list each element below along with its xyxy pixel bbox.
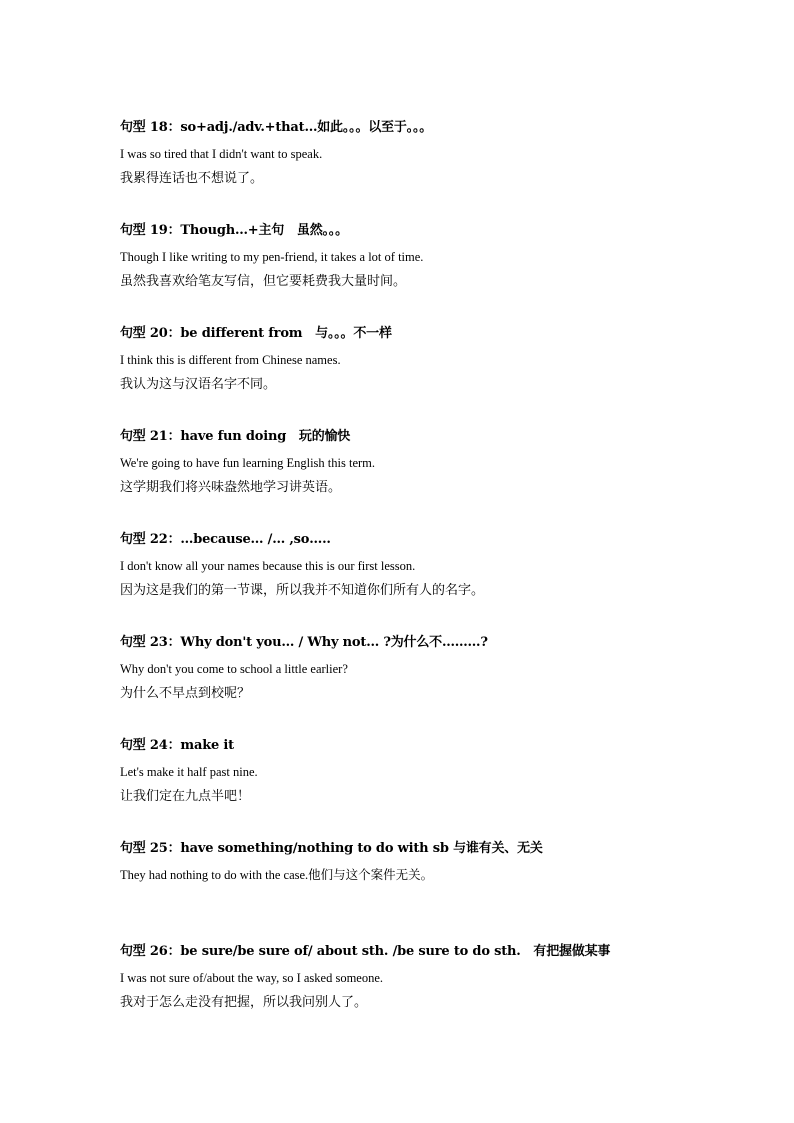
pattern-heading: 句型 20：be different from 与。。。不一样 <box>120 326 392 341</box>
english-example: They had nothing to do with the case.他们与这个案件无关。 <box>120 868 434 882</box>
sentence-pattern-22 <box>120 530 760 633</box>
english-example: Why don't you come to school a little earlier? <box>120 662 348 676</box>
sentence-pattern-23 <box>120 633 760 736</box>
pattern-heading: 句型 24：make it <box>120 738 234 753</box>
sentence-pattern-21 <box>120 427 760 530</box>
english-example: I was not sure of/about the way, so I asked someone. <box>120 971 384 985</box>
sentence-pattern-19 <box>120 221 760 324</box>
sentence-pattern-25 <box>120 839 760 942</box>
chinese-translation: 虽然我喜欢给笔友写信，但它要耗费我大量时间。 <box>120 274 407 289</box>
english-example: We're going to have fun learning English this term. <box>120 456 376 470</box>
chinese-translation: 我累得连话也不想说了。 <box>120 171 264 186</box>
pattern-heading: 句型 18：so+adj./adv.+that…如此。。。以至于。。。 <box>120 120 433 135</box>
chinese-translation: 为什么不早点到校呢？ <box>120 686 251 701</box>
pattern-heading: 句型 23：Why don't you… / Why not… ?为什么不………? <box>120 635 488 650</box>
pattern-heading: 句型 26：be sure/be sure of/ about sth. /be sure to do sth. 有把握做某事 <box>120 944 611 959</box>
chinese-translation: 因为这是我们的第一节课，所以我并不知道你们所有人的名字。 <box>120 583 485 598</box>
english-example: I don't know all your names because this is our first lesson. <box>120 559 416 573</box>
sentence-pattern-20 <box>120 324 760 427</box>
sentence-pattern-18 <box>120 118 760 221</box>
chinese-translation: 这学期我们将兴味盎然地学习讲英语。 <box>120 480 342 495</box>
chinese-translation: 我对于怎么走没有把握，所以我问别人了。 <box>120 995 368 1010</box>
english-example: I think this is different from Chinese names. <box>120 353 341 367</box>
pattern-heading: 句型 25：have something/nothing to do with sb 与谁有关、无关 <box>120 841 543 856</box>
pattern-heading: 句型 21：have fun doing 玩的愉快 <box>120 429 351 444</box>
pattern-heading: 句型 19：Though…+主句 虽然。。。 <box>120 223 348 238</box>
english-example: Let's make it half past nine. <box>120 765 258 779</box>
english-example: Though I like writing to my pen-friend, it takes a lot of time. <box>120 250 424 264</box>
sentence-pattern-24 <box>120 736 760 839</box>
english-example: I was so tired that I didn't want to speak. <box>120 147 323 161</box>
sentence-pattern-26 <box>120 942 760 1045</box>
pattern-heading: 句型 22：…because… /… ,so….. <box>120 532 331 547</box>
chinese-translation: 我认为这与汉语名字不同。 <box>120 377 277 392</box>
document-page <box>120 118 760 1045</box>
chinese-translation: 让我们定在九点半吧！ <box>120 789 251 804</box>
